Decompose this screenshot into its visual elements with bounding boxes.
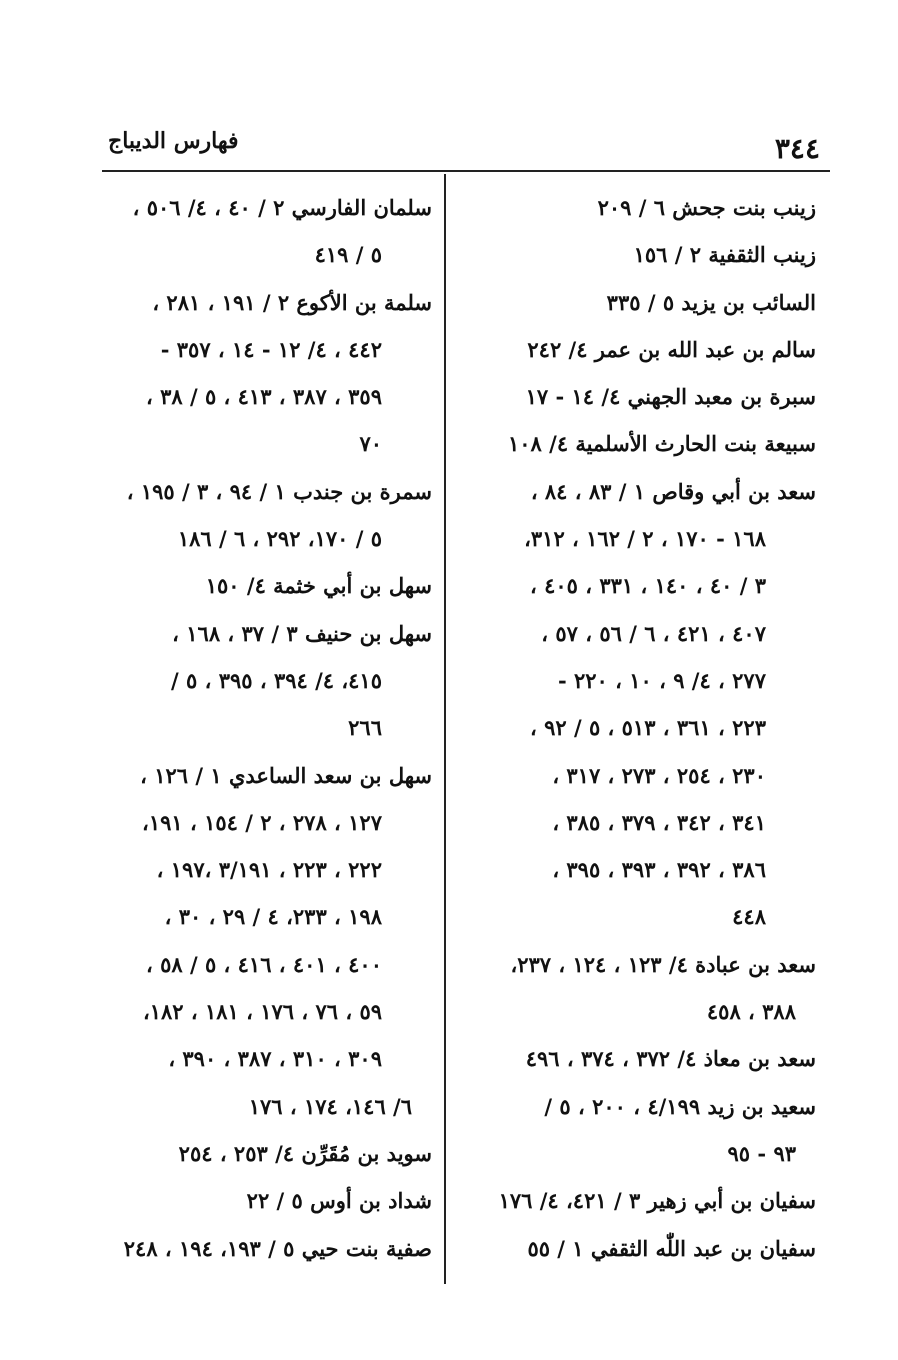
index-entry-continuation: ٢٦٦: [348, 715, 382, 741]
index-entry: شداد بن أوس ٥ / ٢٢: [246, 1188, 432, 1214]
index-entry: صفية بنت حيي ٥ / ١٩٣، ١٩٤ ، ٢٤٨: [123, 1235, 432, 1261]
index-entry-continuation: ٣٤١ ، ٣٤٢ ، ٣٧٩ ، ٣٨٥ ،: [552, 809, 766, 835]
index-entry-continuation: ٤٠٠ ، ٤٠١ ، ٤١٦ ، ٥ / ٥٨ ،: [146, 951, 382, 977]
index-entry-continuation: ٣٠٩ ، ٣١٠ ، ٣٨٧ ، ٣٩٠ ،: [168, 1046, 382, 1072]
index-entry: سبيعة بنت الحارث الأسلمية ٤/ ١٠٨: [507, 431, 816, 457]
index-entry-continuation: ٢٢٢ ، ٢٢٣ ، ٣/١٩١ ،١٩٧ ،: [156, 857, 382, 883]
index-entry: سلمة بن الأكوع ٢ / ١٩١ ، ٢٨١ ،: [152, 289, 432, 315]
index-entry: سبرة بن معبد الجهني ٤/ ١٤ - ١٧: [525, 384, 816, 410]
index-entry: سعيد بن زيد ٤/١٩٩ ، ٢٠٠ ، ٥ /: [544, 1093, 816, 1119]
index-entry: زينب الثقفية ٢ / ١٥٦: [633, 242, 816, 268]
index-column-right: [460, 184, 816, 1272]
index-entry-continuation: ١٢٧ ، ٢٧٨ ، ٢ / ١٥٤ ، ١٩١،: [142, 809, 382, 835]
index-entry-continuation: ٥٩ ، ٧٦ ، ١٧٦ ، ١٨١ ، ١٨٢،: [142, 999, 382, 1025]
index-entry: سهل بن سعد الساعدي ١ / ١٢٦ ،: [140, 762, 432, 788]
header-divider: [102, 170, 830, 172]
index-entry-continuation: ٦/ ١٤٦، ١٧٤ ، ١٧٦: [248, 1093, 412, 1119]
column-divider: [444, 174, 446, 1284]
index-entry: سهل بن حنيف ٣ / ٣٧ ، ١٦٨ ،: [172, 620, 432, 646]
index-entry-continuation: ٣٥٩ ، ٣٨٧ ، ٤١٣ ، ٥ / ٣٨ ،: [146, 384, 382, 410]
index-entry: سويد بن مُقَرِّن ٤/ ٢٥٣ ، ٢٥٤: [178, 1140, 432, 1166]
index-entry-continuation: ١٩٨ ، ٢٣٣، ٤ / ٢٩ ، ٣٠ ،: [164, 904, 382, 930]
index-entry-continuation: ٤٤٨: [732, 904, 766, 930]
index-column-left: [82, 184, 432, 1272]
index-entry: سالم بن عبد الله بن عمر ٤/ ٢٤٢: [527, 336, 816, 362]
index-entry-continuation: ٢٧٧ ، ٤/ ٩ ، ١٠ ، ٢٢٠ -: [557, 667, 766, 693]
index-entry-continuation: ٤٤٢ ، ٤/ ١٢ - ١٤ ، ٣٥٧ -: [160, 336, 382, 362]
running-title: فهارس الديباج: [108, 128, 239, 154]
index-entry-continuation: ٧٠: [359, 431, 382, 457]
index-entry-continuation: ١٦٨ - ١٧٠ ، ٢ / ١٦٢ ، ٣١٢،: [524, 526, 766, 552]
index-entry: سفيان بن أبي زهير ٣ / ٤٢١، ٤/ ١٧٦: [498, 1188, 816, 1214]
index-entry: سعد بن أبي وقاص ١ / ٨٣ ، ٨٤ ،: [530, 478, 816, 504]
index-entry-continuation: ٥ / ١٧٠، ٢٩٢ ، ٦ / ١٨٦: [177, 526, 382, 552]
index-entry-continuation: ٣ / ٤٠ ، ١٤٠ ، ٣٣١ ، ٤٠٥ ،: [530, 573, 766, 599]
page-number: ٣٤٤: [774, 132, 820, 165]
index-entry-continuation: ٢٢٣ ، ٣٦١ ، ٥١٣ ، ٥ / ٩٢ ،: [530, 715, 766, 741]
index-entry: سمرة بن جندب ١ / ٩٤ ، ٣ / ١٩٥ ،: [126, 478, 432, 504]
index-entry: سعد بن معاذ ٤/ ٣٧٢ ، ٣٧٤ ، ٤٩٦: [525, 1046, 816, 1072]
index-entry: زينب بنت جحش ٦ / ٢٠٩: [597, 195, 816, 220]
index-entry: السائب بن يزيد ٥ / ٣٣٥: [606, 289, 816, 315]
index-entry: سهل بن أبي خثمة ٤/ ١٥٠: [205, 573, 432, 599]
index-entry-continuation: ٢٣٠ ، ٢٥٤ ، ٢٧٣ ، ٣١٧ ،: [552, 762, 766, 788]
index-entry-continuation: ٤١٥، ٤/ ٣٩٤ ، ٣٩٥ ، ٥ /: [171, 667, 382, 693]
index-entry: سفيان بن عبد اللّٰه الثقفي ١ / ٥٥: [527, 1235, 816, 1261]
index-entry-continuation: ٣٨٨ ، ٤٥٨: [706, 999, 796, 1025]
index-entry: سلمان الفارسي ٢ / ٤٠ ، ٤/ ٥٠٦ ،: [132, 195, 432, 220]
index-entry: سعد بن عبادة ٤/ ١٢٣ ، ١٢٤ ، ٢٣٧،: [510, 951, 816, 977]
index-entry-continuation: ٣٨٦ ، ٣٩٢ ، ٣٩٣ ، ٣٩٥ ،: [552, 857, 766, 883]
index-entry-continuation: ٩٣ - ٩٥: [727, 1140, 796, 1166]
index-entry-continuation: ٤٠٧ ، ٤٢١ ، ٦ / ٥٦ ، ٥٧ ،: [541, 620, 766, 646]
index-entry-continuation: ٥ / ٤١٩: [314, 242, 382, 268]
